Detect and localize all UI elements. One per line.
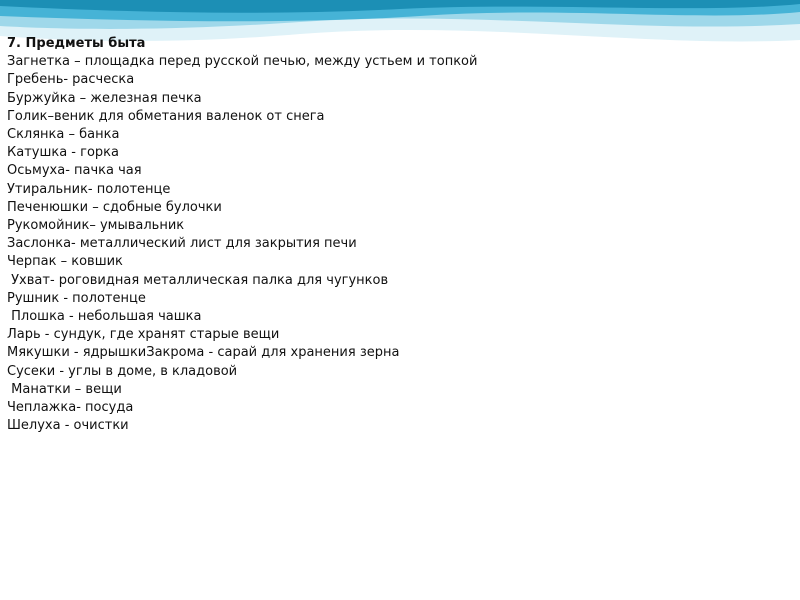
text-line: Ухват- роговидная металлическая палка для чугунков: [7, 272, 389, 288]
text-line: Плошка - небольшая чашка: [7, 309, 202, 325]
text-line: Заслонка- металлический лист для закрытия печи: [7, 236, 357, 252]
text-line: Осьмуха- пачка чая: [7, 163, 142, 179]
slide-text-body: [7, 35, 607, 435]
text-line: Чеплажка- посуда: [7, 400, 134, 416]
text-line: Печенюшки – сдобные булочки: [7, 199, 222, 215]
text-line: Буржуйка – железная печка: [7, 90, 202, 106]
text-line: Ларь - сундук, где хранят старые вещи: [7, 327, 280, 343]
text-line: Голик–веник для обметания валенок от снега: [7, 108, 325, 124]
slide-heading: 7. Предметы быта: [7, 36, 146, 51]
text-line: Сусеки - углы в доме, в кладовой: [7, 363, 238, 379]
text-line: Утиральник- полотенце: [7, 181, 171, 197]
text-line: Рукомойник– умывальник: [7, 218, 185, 234]
text-line: Шелуха - очистки: [7, 418, 129, 434]
text-line: Мякушки - ядрышкиЗакрома - сарай для хранения зерна: [7, 345, 400, 361]
text-line: Черпак – ковшик: [7, 254, 123, 270]
text-line: Рушник - полотенце: [7, 290, 146, 306]
text-line: Катушка - горка: [7, 145, 119, 161]
text-line: Загнетка – площадка перед русской печью, между устьем и топкой: [7, 54, 478, 70]
text-line: Манатки – вещи: [7, 381, 122, 397]
text-line: Гребень- расческа: [7, 72, 135, 88]
text-line: Склянка – банка: [7, 127, 120, 143]
